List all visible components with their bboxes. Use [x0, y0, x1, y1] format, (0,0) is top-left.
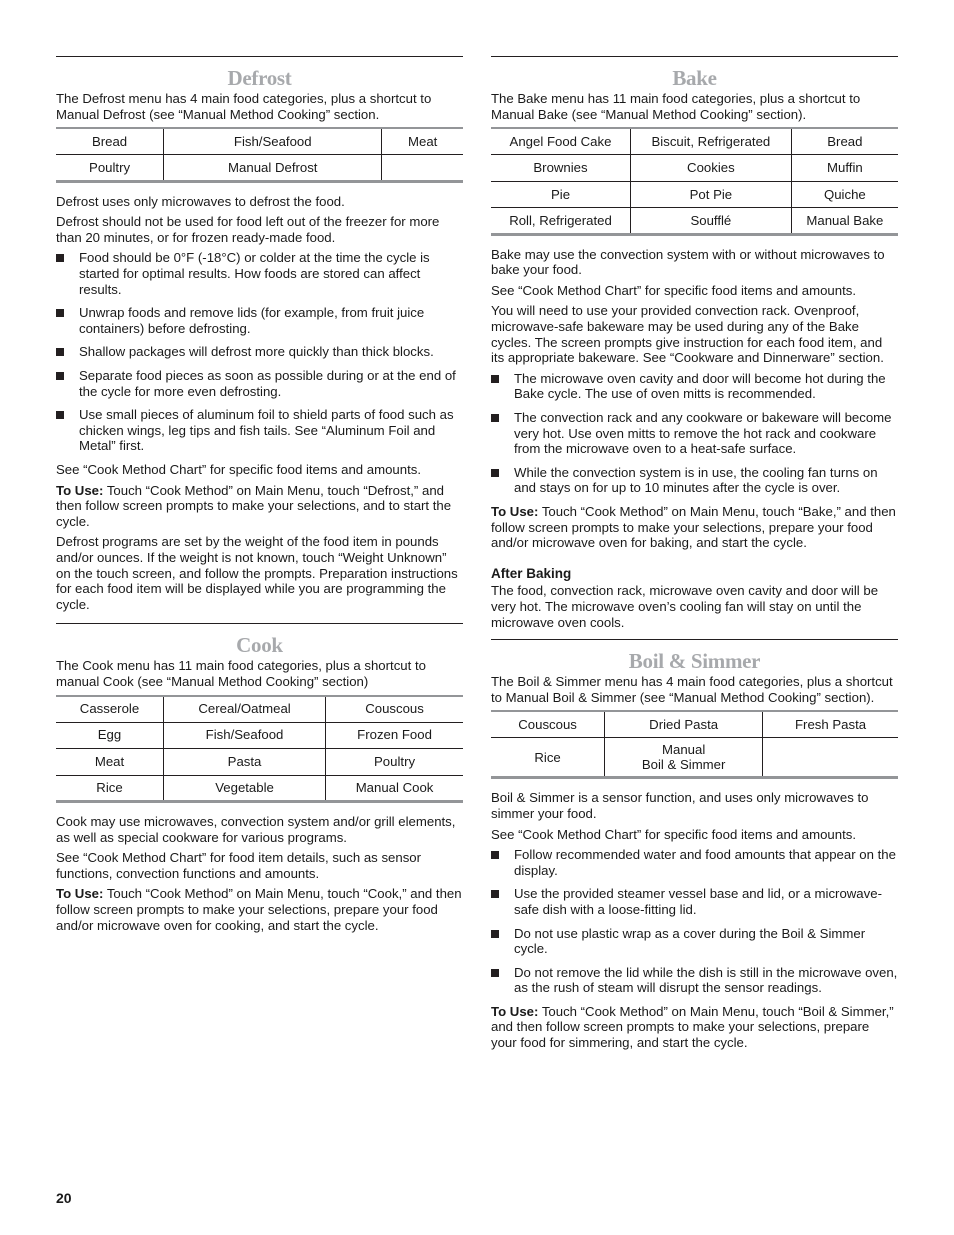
table-cell: Pie [491, 181, 631, 208]
list-item: Separate food pieces as soon as possible during or at the end of the cycle for more even defrosting. [56, 368, 463, 399]
bake-to-use: To Use: Touch “Cook Method” on Main Menu, touch “Bake,” and then follow screen prompts to make your selections, prepare your food and/or microwave oven for baking, and start the cycle. [491, 504, 896, 551]
list-item: Shallow packages will defrost more quickly than thick blocks. [56, 344, 463, 360]
table-cell: Fish/Seafood [164, 128, 382, 155]
cook-title: Cook [236, 633, 283, 658]
list-item: Food should be 0°F (-18°C) or colder at the time the cycle is started for optimal results. How foods are stored can affect results. [56, 250, 463, 297]
table-cell: Cereal/Oatmeal [163, 696, 325, 723]
cook-paragraph: Cook may use microwaves, convection system and/or grill elements, as well as special cookware for various programs. [56, 814, 456, 845]
table-cell: Biscuit, Refrigerated [631, 128, 792, 155]
right-column [491, 56, 898, 1056]
bullet-square-icon [491, 851, 499, 859]
defrost-paragraph: Defrost should not be used for food left out of the freezer for more than 20 minutes, or for frozen ready-made food. [56, 214, 440, 245]
list-item: Follow recommended water and food amounts that appear on the display. [491, 847, 898, 878]
boil-simmer-to-use: To Use: Touch “Cook Method” on Main Menu, touch “Boil & Simmer,” and then follow screen prompts to make your selections, prepare your food for simmering, and start the cycle. [491, 1003, 894, 1051]
bake-intro: The Bake menu has 11 main food categories, plus a shortcut to Manual Bake (see “Manual Method Cooking” section). [491, 91, 861, 122]
cook-to-use: To Use: Touch “Cook Method” on Main Menu, touch “Cook,” and then follow screen prompts to make your selections, prepare your food and/or microwave oven for cooking, and start the cycle. [56, 886, 462, 933]
boil-simmer-paragraph: Boil & Simmer is a sensor function, and uses only microwaves to simmer your food. [491, 790, 869, 821]
table-cell: Manual Defrost [164, 155, 382, 182]
defrost-paragraph: Defrost programs are set by the weight of the food item in pounds and/or ounces. If the weight is not known, touch “Weight Unknown” on the touch screen, and follow the prompts. Preparation instructions for each food item will be displayed while you are programming the cycle. [56, 534, 458, 612]
table-row [56, 722, 463, 749]
defrost-paragraph: Defrost uses only microwaves to defrost the food. [56, 193, 345, 209]
boil-simmer-paragraph: See “Cook Method Chart” for specific food items and amounts. [491, 826, 857, 842]
defrost-bullet-list [56, 250, 463, 454]
table-cell: Muffin [791, 155, 898, 182]
table-row [56, 128, 463, 155]
table-cell: Fresh Pasta [763, 711, 898, 738]
table-cell: Bread [791, 128, 898, 155]
table-cell: Soufflé [631, 208, 792, 235]
list-item: The microwave oven cavity and door will become hot during the Bake cycle. The use of oven mitts is recommended. [491, 371, 898, 402]
table-cell: Roll, Refrigerated [509, 212, 612, 228]
bullet-square-icon [56, 411, 64, 419]
boil-simmer-bullet-list [491, 847, 898, 996]
table-cell: Meat [56, 749, 163, 776]
to-use-label: To Use: [491, 504, 539, 519]
table-cell: Bread [56, 128, 164, 155]
section-divider [56, 623, 463, 624]
bake-bullet-list [491, 371, 898, 496]
list-item: Do not use plastic wrap as a cover during the Boil & Simmer cycle. [491, 926, 898, 957]
table-cell: Rice [96, 779, 123, 795]
table-cell: Frozen Food [326, 722, 463, 749]
section-divider [491, 56, 898, 57]
left-column [56, 56, 463, 938]
section-divider [491, 639, 898, 640]
list-item: The convection rack and any cookware or bakeware will become very hot. Use oven mitts to remove the hot rack and cookware from the microwave oven to a heat-safe surface. [491, 410, 898, 457]
boil-simmer-table [491, 710, 898, 779]
to-use-label: To Use: [56, 482, 104, 498]
defrost-intro: The Defrost menu has 4 main food categories, plus a shortcut to Manual Defrost (see “Manual Method Cooking” section. [56, 91, 432, 122]
table-cell: Couscous [326, 696, 463, 723]
table-row [491, 128, 898, 155]
list-item: Use the provided steamer vessel base and lid, or a microwave-safe dish with a loose-fitting lid. [491, 886, 898, 917]
table-cell: Rice [534, 749, 561, 765]
cook-table [56, 695, 463, 804]
table-cell: Meat [382, 128, 463, 155]
cook-paragraph: See “Cook Method Chart” for food item details, such as sensor functions, convection functions and amounts. [56, 850, 422, 881]
table-row [491, 155, 898, 182]
table-cell [763, 738, 898, 778]
table-cell: Cookies [631, 155, 792, 182]
boil-simmer-title: Boil & Simmer [628, 649, 761, 674]
list-item: Use small pieces of aluminum foil to shield parts of food such as chicken wings, leg tips and fish tails. See “Aluminum Foil and Metal” first. [56, 407, 463, 454]
cook-intro: The Cook menu has 11 main food categories, plus a shortcut to manual Cook (see “Manual Method Cooking” section) [56, 658, 426, 689]
bake-title: Bake [672, 66, 717, 90]
table-cell: Casserole [56, 696, 163, 723]
defrost-paragraph: See “Cook Method Chart” for specific food items and amounts. [56, 462, 422, 477]
bake-paragraph: Bake may use the convection system with or without microwaves to bake your food. [491, 246, 885, 278]
bullet-square-icon [491, 890, 499, 898]
list-item: While the convection system is in use, the cooling fan turns on and stays on for up to 10 minutes after the cycle is over. [491, 465, 898, 496]
table-cell: Fish/Seafood [163, 722, 325, 749]
table-cell: Manual Bake [791, 208, 898, 235]
bullet-square-icon [491, 375, 499, 383]
table-cell: Egg [56, 722, 163, 749]
table-row [491, 738, 898, 778]
after-baking-heading: After Baking [491, 565, 572, 581]
table-cell: Manual Boil & Simmer [605, 738, 763, 778]
table-cell: Quiche [791, 181, 898, 208]
table-cell [382, 155, 463, 182]
table-cell: Dried Pasta [605, 711, 763, 738]
list-item: Unwrap foods and remove lids (for example, from fruit juice containers) before defrosting. [56, 305, 463, 336]
bullet-square-icon [56, 254, 64, 262]
bake-paragraph: You will need to use your provided convection rack. Ovenproof, microwave-safe bakeware may be used during any of the Bake cycles. The screen prompts give instruction for each food item, and its appropriate bakeware. See “Cookware and Dinnerware” section. [491, 303, 884, 366]
table-cell: Vegetable [163, 775, 325, 802]
table-row [491, 711, 898, 738]
table-cell: Couscous [491, 711, 605, 738]
table-row [56, 155, 463, 182]
table-row [491, 181, 898, 208]
table-row [56, 696, 463, 723]
bullet-square-icon [491, 414, 499, 422]
table-row [491, 208, 898, 235]
table-cell: Angel Food Cake [491, 128, 631, 155]
bullet-square-icon [491, 930, 499, 938]
bake-table [491, 127, 898, 236]
bullet-square-icon [56, 348, 64, 356]
table-cell: Brownies [491, 155, 631, 182]
to-use-label: To Use: [56, 886, 104, 902]
defrost-table [56, 127, 463, 183]
bullet-square-icon [56, 309, 64, 317]
section-divider [56, 56, 463, 57]
list-item: Do not remove the lid while the dish is still in the microwave oven, as the rush of steam will disrupt the sensor readings. [491, 965, 898, 996]
after-baking-text: The food, convection rack, microwave oven cavity and door will be very hot. The microwave oven’s cooling fan will stay on until the microwave oven cools. [491, 583, 879, 630]
table-row [56, 749, 463, 776]
bullet-square-icon [491, 469, 499, 477]
bullet-square-icon [491, 969, 499, 977]
defrost-to-use: To Use: Touch “Cook Method” on Main Menu, touch “Defrost,” and then follow screen prompts to make your selections, and to start the cycle. [56, 482, 452, 529]
bake-paragraph: See “Cook Method Chart” for specific food items and amounts. [491, 282, 857, 298]
table-cell: Manual Cook [326, 775, 463, 802]
defrost-title: Defrost [227, 66, 292, 90]
to-use-label: To Use: [491, 1003, 539, 1019]
table-cell: Poultry [89, 159, 131, 175]
table-cell: Poultry [326, 749, 463, 776]
bullet-square-icon [56, 372, 64, 380]
page-number: 20 [56, 1190, 72, 1206]
table-row [56, 775, 463, 802]
table-cell: Pot Pie [631, 181, 792, 208]
boil-simmer-intro: The Boil & Simmer menu has 4 main food categories, plus a shortcut to Manual Boil & Simmer (see “Manual Method Cooking” section). [491, 674, 893, 705]
table-cell: Pasta [163, 749, 325, 776]
